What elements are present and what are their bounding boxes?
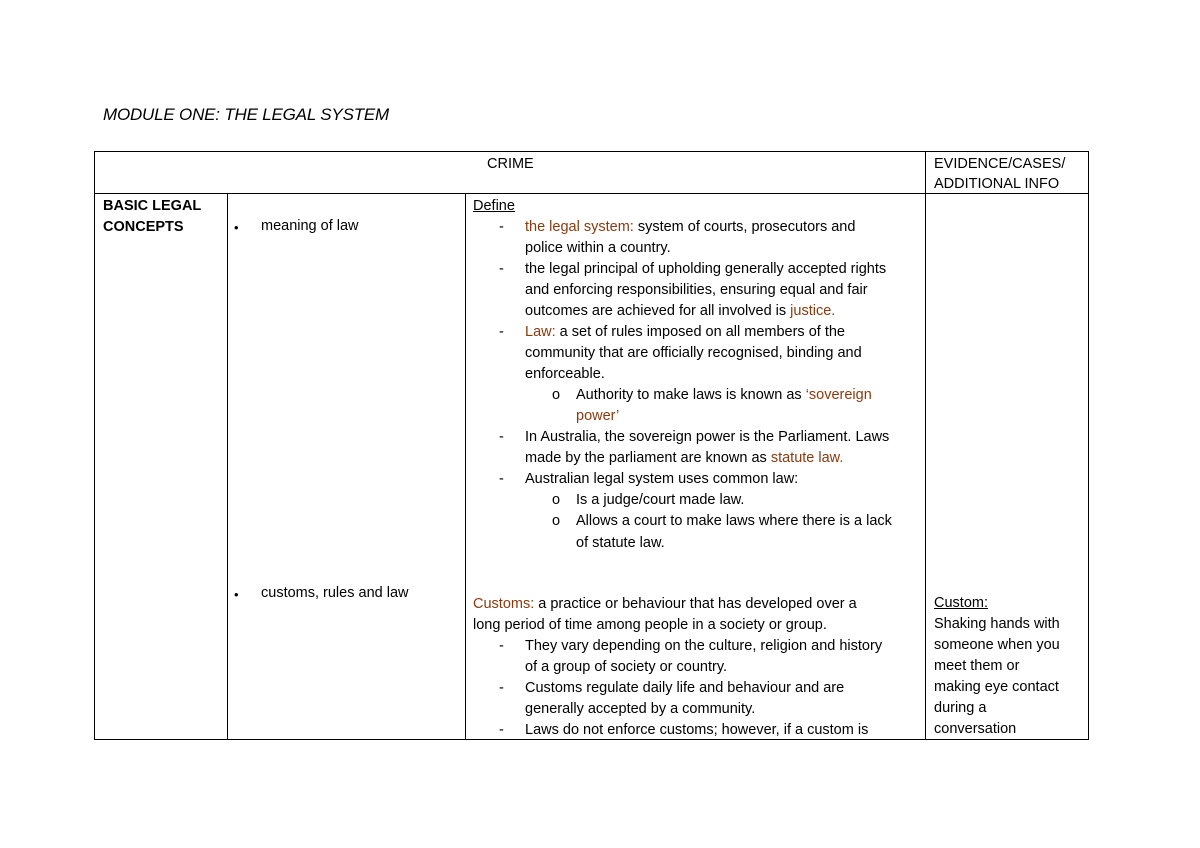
definition-text: community that are officially recognised, binding and (525, 345, 862, 361)
definition-text: Customs regulate daily life and behaviour and are (525, 680, 845, 696)
dash-marker: - (499, 219, 504, 235)
bullet-icon: • (234, 587, 239, 602)
define-item (525, 301, 835, 322)
header-evidence-line2: ADDITIONAL INFO (934, 176, 1060, 192)
definition-text: of a group of society or country. (525, 659, 728, 675)
define-item (525, 322, 845, 343)
evidence-heading: Custom: (934, 595, 988, 611)
definition-text: generally accepted by a community. (525, 701, 756, 717)
definition-text: and enforcing responsibilities, ensuring equal and fair (525, 282, 868, 298)
notes-table (94, 151, 1089, 740)
definition-text: Australian legal system uses common law: (525, 471, 799, 487)
definition-text: enforceable. (525, 366, 605, 382)
bullet-icon: • (234, 220, 239, 235)
evidence-text: during a (934, 700, 987, 716)
topic-meaning-of-law: meaning of law (261, 218, 359, 234)
definition-text: long period of time among people in a society or group. (473, 617, 827, 633)
definition-text: Is a judge/court made law. (576, 492, 745, 508)
term-power: power’ (576, 408, 620, 424)
dash-marker: - (499, 471, 504, 487)
term-customs: Customs: (473, 596, 535, 612)
definition-text: made by the parliament are known as (525, 450, 771, 466)
header-crime: CRIME (487, 156, 534, 172)
definition-text: Allows a court to make laws where there is a lack (576, 513, 892, 529)
circle-marker: o (552, 387, 561, 403)
circle-marker: o (552, 513, 561, 529)
definition-text: system of courts, prosecutors and (633, 219, 856, 235)
define-heading: Define (473, 198, 515, 214)
column-divider (465, 152, 466, 739)
dash-marker: - (499, 429, 504, 445)
definition-text: a practice or behaviour that has developed over a (534, 596, 857, 612)
topic-customs-rules-law: customs, rules and law (261, 585, 409, 601)
definition-text: Authority to make laws is known as (576, 387, 806, 403)
header-evidence-line1: EVIDENCE/CASES/ (934, 156, 1066, 172)
definition-text: They vary depending on the culture, religion and history (525, 638, 883, 654)
section-label-line2: CONCEPTS (103, 219, 184, 235)
section-label-line1: BASIC LEGAL (103, 198, 202, 214)
term-statute-law: statute law. (770, 450, 844, 466)
dash-marker: - (499, 722, 504, 738)
evidence-text: meet them or (934, 658, 1020, 674)
evidence-text: someone when you (934, 637, 1060, 653)
definition-text: police within a country. (525, 240, 671, 256)
term-legal-system: the legal system: (525, 219, 634, 235)
term-justice: justice. (790, 303, 836, 319)
definition-text: outcomes are achieved for all involved is (525, 303, 791, 319)
circle-marker: o (552, 492, 561, 508)
customs-item (473, 594, 857, 615)
term-law: Law: (525, 324, 556, 340)
dash-marker: - (499, 261, 504, 277)
column-divider (925, 152, 926, 739)
define-subitem (576, 385, 872, 406)
definition-text: a set of rules imposed on all members of the (555, 324, 845, 340)
term-sovereign: ‘sovereign (805, 387, 872, 403)
dash-marker: - (499, 324, 504, 340)
define-item (525, 217, 855, 238)
define-item (525, 448, 843, 469)
evidence-text: conversation (934, 721, 1017, 737)
definition-text: In Australia, the sovereign power is the Parliament. Laws (525, 429, 890, 445)
dash-marker: - (499, 638, 504, 654)
evidence-text: Shaking hands with (934, 616, 1060, 632)
definition-text: of statute law. (576, 535, 665, 551)
column-divider (227, 152, 228, 739)
evidence-text: making eye contact (934, 679, 1059, 695)
page-title: MODULE ONE: THE LEGAL SYSTEM (103, 105, 389, 124)
definition-text: the legal principal of upholding generally accepted rights (525, 261, 887, 277)
definition-text: Laws do not enforce customs; however, if a custom is (525, 722, 869, 738)
dash-marker: - (499, 680, 504, 696)
